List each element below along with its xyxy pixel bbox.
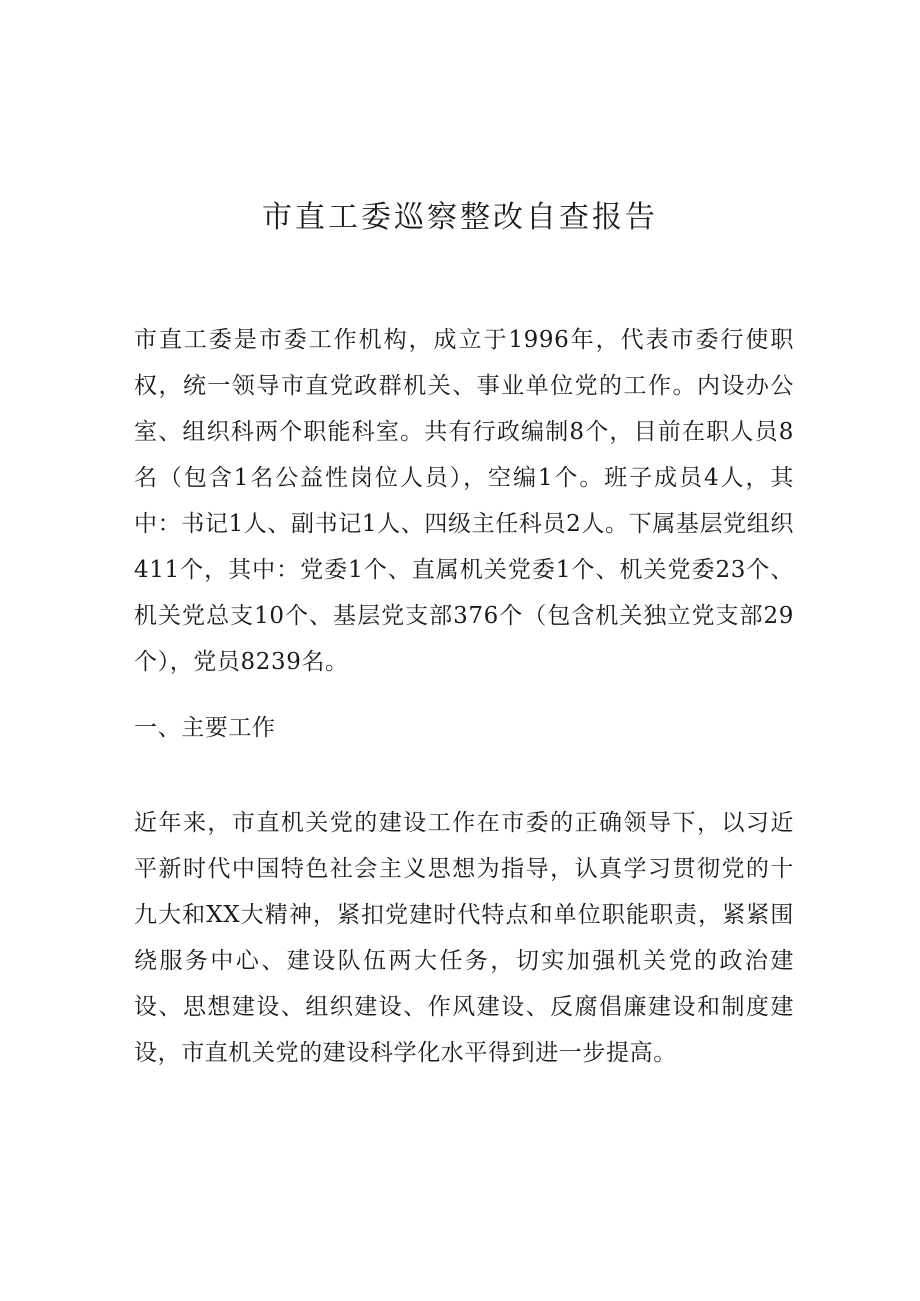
section-paragraph: 近年来，市直机关党的建设工作在市委的正确领导下，以习近平新时代中国特色社会主义思想为指导，认真学习贯彻党的十九大和XX大精神，紧扣党建时代特点和单位职能职责，紧紧围绕服务中心、建设队伍两大任务，切实加强机关党的政治建设、思想建设、组织建设、作风建设、反腐倡廉建设和制度建设，市直机关党的建设科学化水平得到进一步提高。 (134, 810, 794, 1066)
section-heading: 一、主要工作 (134, 715, 276, 741)
document-title: 市直工委巡察整改自查报告 (262, 200, 658, 235)
intro-paragraph: 市直工委是市委工作机构，成立于1996年，代表市委行使职权，统一领导市直党政群机关、事业单位党的工作。内设办公室、组织科两个职能科室。共有行政编制8个，目前在职人员8名（包含1名公益性岗位人员），空编1个。班子成员4人，其中：书记1人、副书记1人、四级主任科员2人。下属基层党组织411个，其中：党委1个、直属机关党委1个、机关党委23个、机关党总支10个、基层党支部376个（包含机关独立党支部29个），党员8239名。 (134, 327, 794, 675)
